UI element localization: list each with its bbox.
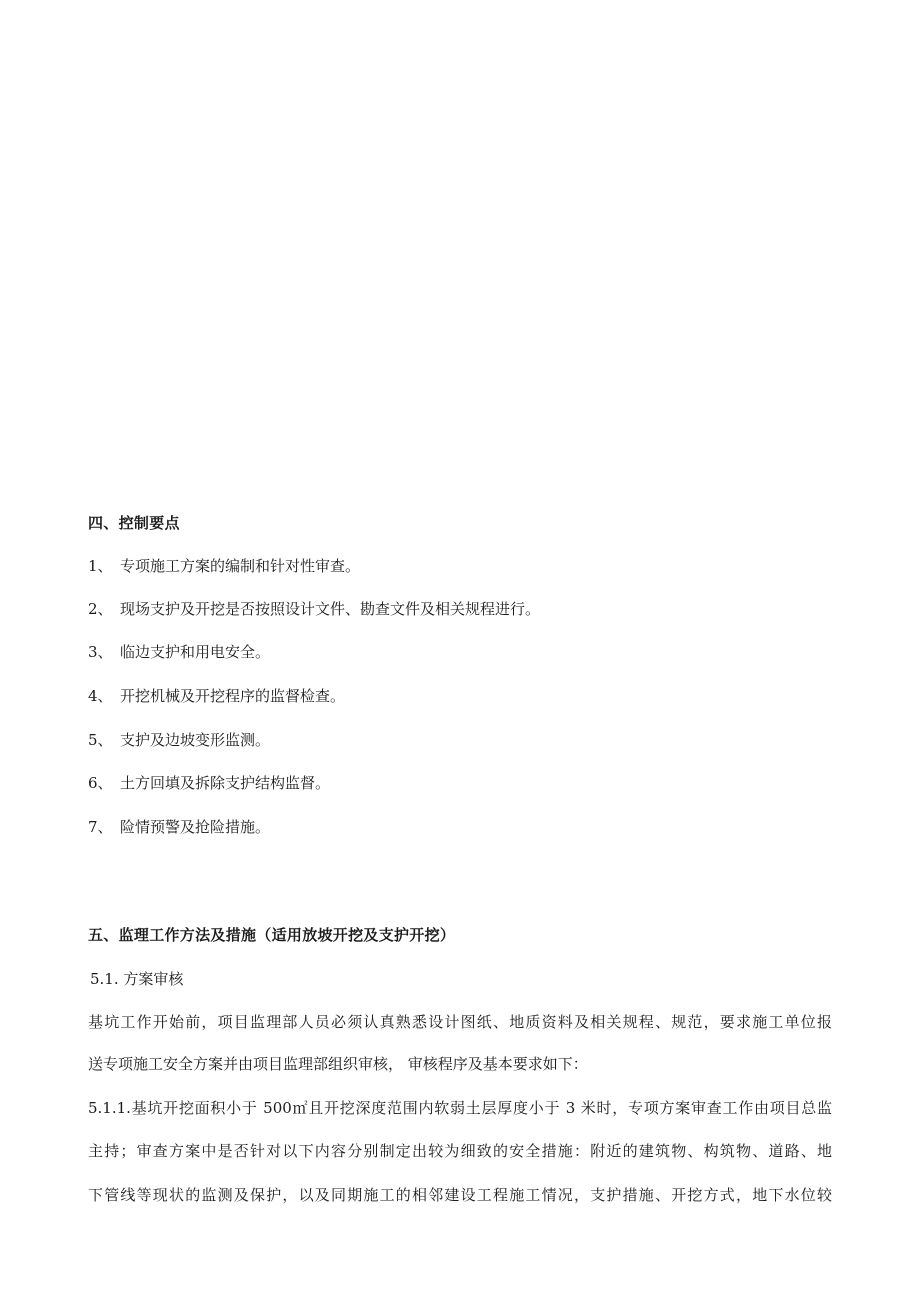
item-number: 4、 (88, 687, 113, 705)
control-point-item (88, 641, 270, 662)
item-text: 支护及边坡变形监测。 (120, 731, 271, 749)
paragraph-line: 下管线等现状的监测及保护，以及同期施工的相邻建设工程施工情况，支护措施、开挖方式，地下水位较 (88, 1186, 832, 1204)
paragraph-line: 基坑工作开始前，项目监理部人员必须认真熟悉设计图纸、地质资料及相关规程、规范，要求施工单位报 (88, 1013, 832, 1031)
control-point-item (88, 555, 360, 576)
section-4-heading: 四、控制要点 (88, 514, 180, 532)
item-number: 3、 (88, 643, 113, 661)
paragraph-line: 送专项施工安全方案并由项目监理部组织审核， 审核程序及基本要求如下： (88, 1055, 588, 1073)
item-number: 6、 (88, 774, 113, 792)
control-point-item (88, 598, 540, 619)
subsection-title: 5.1. 方案审核 (90, 970, 184, 988)
item-text: 土方回填及拆除支护结构监督。 (120, 774, 331, 792)
item-number: 7、 (88, 818, 113, 836)
item-text: 专项施工方案的编制和针对性审查。 (120, 557, 361, 575)
item-text: 临边支护和用电安全。 (120, 643, 271, 661)
control-point-item (88, 685, 345, 706)
section-5-heading: 五、监理工作方法及措施（适用放坡开挖及支护开挖） (88, 926, 456, 944)
control-point-item (88, 772, 330, 793)
item-number: 2、 (88, 600, 113, 618)
item-number: 1、 (88, 557, 113, 575)
item-text: 险情预警及抢险措施。 (120, 818, 271, 836)
item-text: 开挖机械及开挖程序的监督检查。 (120, 687, 346, 705)
paragraph-line: 主持；审查方案中是否针对以下内容分别制定出较为细致的安全措施：附近的建筑物、构筑物、道路、地 (88, 1142, 832, 1160)
item-text: 现场支护及开挖是否按照设计文件、勘查文件及相关规程进行。 (120, 600, 541, 618)
control-point-item (88, 729, 270, 750)
paragraph-line: 5.1.1.基坑开挖面积小于 500㎡且开挖深度范围内软弱土层厚度小于 3 米时，专项方案审查工作由项目总监 (88, 1099, 832, 1117)
control-point-item (88, 816, 270, 837)
item-number: 5、 (88, 731, 113, 749)
